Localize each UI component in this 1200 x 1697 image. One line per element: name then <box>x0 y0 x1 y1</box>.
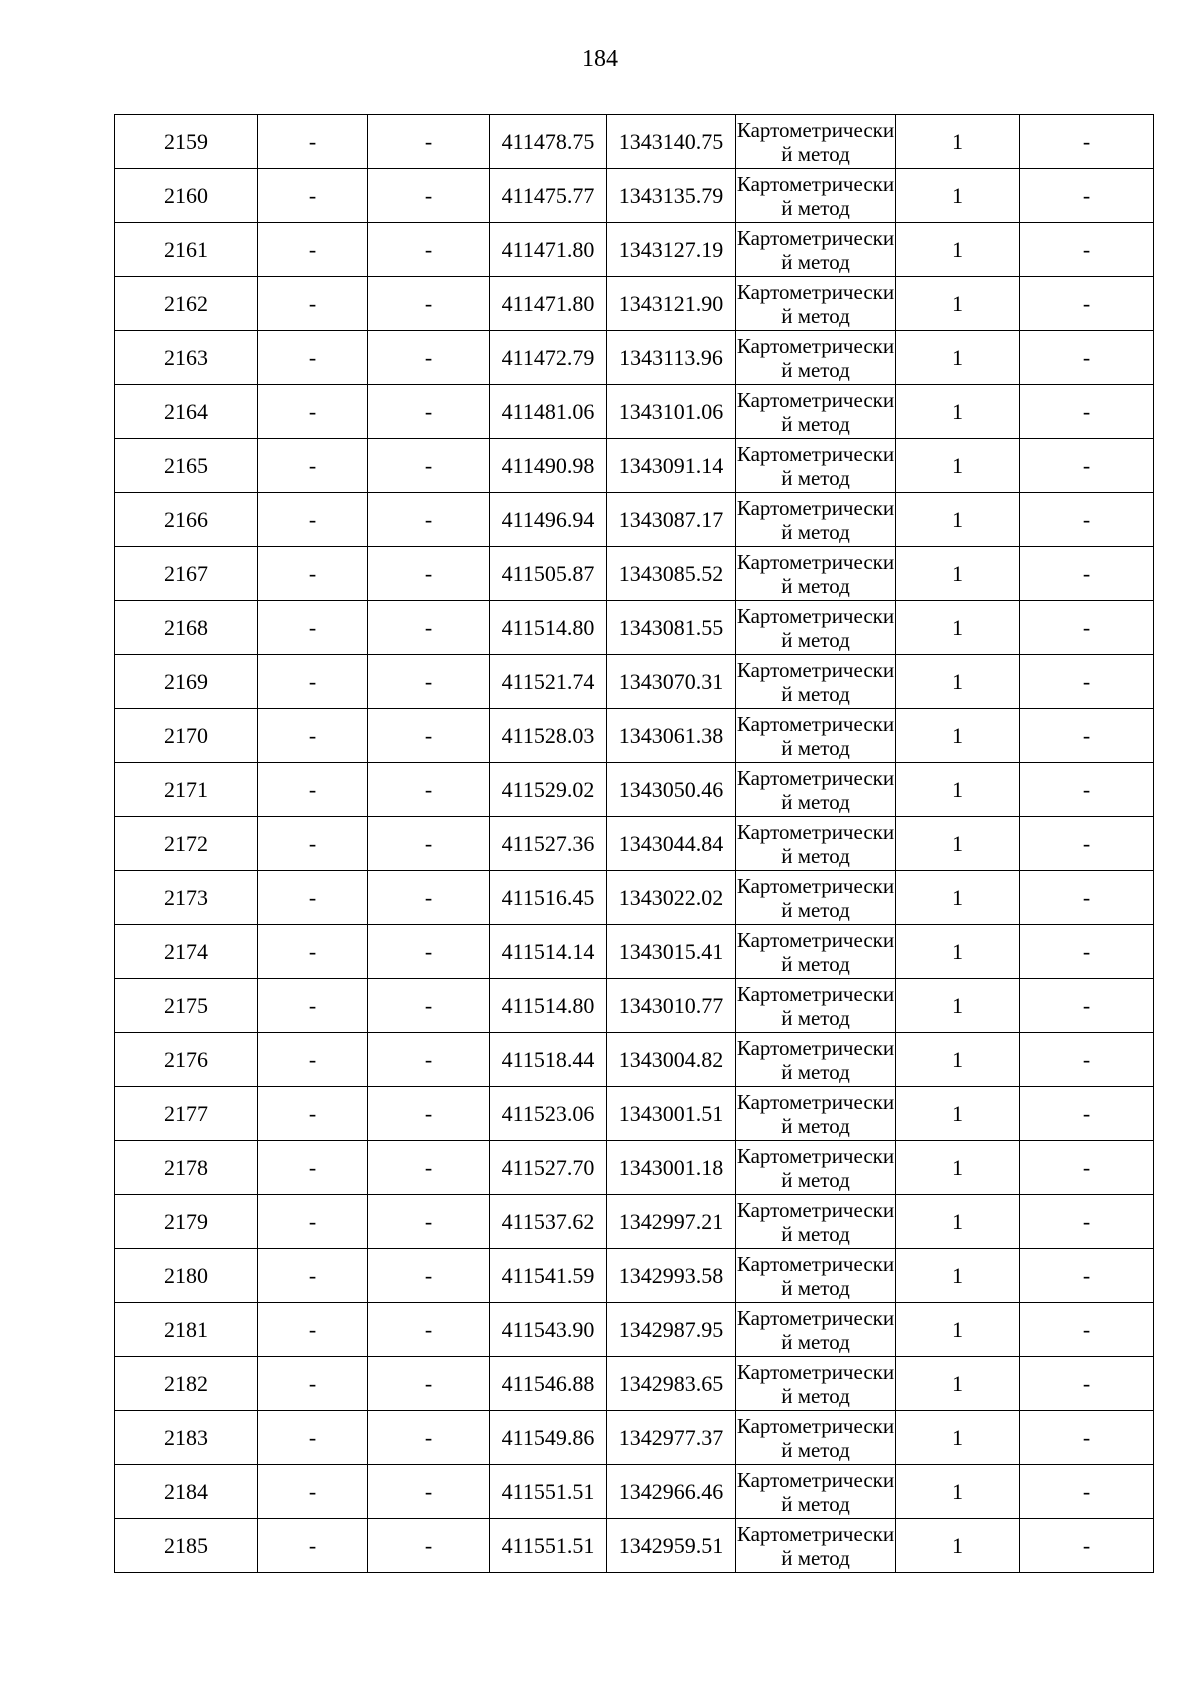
empty-cell: - <box>1020 871 1154 925</box>
point-number-cell: 2160 <box>115 169 258 223</box>
accuracy-cell: 1 <box>896 223 1020 277</box>
point-number-cell: 2159 <box>115 115 258 169</box>
x-coordinate-cell: 411516.45 <box>490 871 607 925</box>
method-cell: Картометрический метод <box>736 1303 896 1357</box>
x-coordinate-cell: 411549.86 <box>490 1411 607 1465</box>
empty-cell: - <box>368 1141 490 1195</box>
empty-cell: - <box>1020 1087 1154 1141</box>
empty-cell: - <box>368 1249 490 1303</box>
method-cell: Картометрический метод <box>736 763 896 817</box>
point-number-cell: 2183 <box>115 1411 258 1465</box>
point-number-cell: 2161 <box>115 223 258 277</box>
y-coordinate-cell: 1343091.14 <box>607 439 736 493</box>
table-body <box>115 115 1154 1573</box>
point-number-cell: 2176 <box>115 1033 258 1087</box>
empty-cell: - <box>1020 439 1154 493</box>
empty-cell: - <box>368 709 490 763</box>
accuracy-cell: 1 <box>896 1411 1020 1465</box>
method-cell: Картометрический метод <box>736 115 896 169</box>
empty-cell: - <box>258 223 368 277</box>
empty-cell: - <box>368 385 490 439</box>
y-coordinate-cell: 1343140.75 <box>607 115 736 169</box>
y-coordinate-cell: 1342983.65 <box>607 1357 736 1411</box>
empty-cell: - <box>258 493 368 547</box>
empty-cell: - <box>258 925 368 979</box>
table-row <box>115 331 1154 385</box>
empty-cell: - <box>368 115 490 169</box>
method-cell: Картометрический метод <box>736 979 896 1033</box>
table-row <box>115 1357 1154 1411</box>
empty-cell: - <box>368 1195 490 1249</box>
x-coordinate-cell: 411529.02 <box>490 763 607 817</box>
table-row <box>115 547 1154 601</box>
method-cell: Картометрический метод <box>736 871 896 925</box>
table-row <box>115 1141 1154 1195</box>
accuracy-cell: 1 <box>896 817 1020 871</box>
method-cell: Картометрический метод <box>736 601 896 655</box>
x-coordinate-cell: 411471.80 <box>490 223 607 277</box>
empty-cell: - <box>258 1141 368 1195</box>
table-row <box>115 817 1154 871</box>
x-coordinate-cell: 411475.77 <box>490 169 607 223</box>
empty-cell: - <box>258 385 368 439</box>
empty-cell: - <box>1020 1357 1154 1411</box>
x-coordinate-cell: 411527.70 <box>490 1141 607 1195</box>
empty-cell: - <box>1020 979 1154 1033</box>
table-row <box>115 1195 1154 1249</box>
empty-cell: - <box>258 115 368 169</box>
method-cell: Картометрический метод <box>736 439 896 493</box>
empty-cell: - <box>258 439 368 493</box>
empty-cell: - <box>1020 1033 1154 1087</box>
method-cell: Картометрический метод <box>736 1519 896 1573</box>
x-coordinate-cell: 411541.59 <box>490 1249 607 1303</box>
empty-cell: - <box>368 1465 490 1519</box>
y-coordinate-cell: 1342977.37 <box>607 1411 736 1465</box>
x-coordinate-cell: 411528.03 <box>490 709 607 763</box>
table-row <box>115 709 1154 763</box>
table-row <box>115 1303 1154 1357</box>
empty-cell: - <box>258 979 368 1033</box>
empty-cell: - <box>258 547 368 601</box>
empty-cell: - <box>1020 169 1154 223</box>
x-coordinate-cell: 411471.80 <box>490 277 607 331</box>
point-number-cell: 2182 <box>115 1357 258 1411</box>
y-coordinate-cell: 1342987.95 <box>607 1303 736 1357</box>
accuracy-cell: 1 <box>896 871 1020 925</box>
accuracy-cell: 1 <box>896 709 1020 763</box>
empty-cell: - <box>258 655 368 709</box>
table-row <box>115 1033 1154 1087</box>
empty-cell: - <box>368 169 490 223</box>
empty-cell: - <box>368 439 490 493</box>
table-row <box>115 385 1154 439</box>
point-number-cell: 2169 <box>115 655 258 709</box>
accuracy-cell: 1 <box>896 1357 1020 1411</box>
accuracy-cell: 1 <box>896 601 1020 655</box>
y-coordinate-cell: 1343081.55 <box>607 601 736 655</box>
point-number-cell: 2164 <box>115 385 258 439</box>
empty-cell: - <box>258 1303 368 1357</box>
empty-cell: - <box>368 331 490 385</box>
empty-cell: - <box>258 169 368 223</box>
x-coordinate-cell: 411472.79 <box>490 331 607 385</box>
point-number-cell: 2171 <box>115 763 258 817</box>
empty-cell: - <box>368 925 490 979</box>
y-coordinate-cell: 1343101.06 <box>607 385 736 439</box>
point-number-cell: 2165 <box>115 439 258 493</box>
empty-cell: - <box>258 331 368 385</box>
method-cell: Картометрический метод <box>736 331 896 385</box>
empty-cell: - <box>1020 601 1154 655</box>
x-coordinate-cell: 411551.51 <box>490 1465 607 1519</box>
point-number-cell: 2174 <box>115 925 258 979</box>
accuracy-cell: 1 <box>896 925 1020 979</box>
empty-cell: - <box>258 1195 368 1249</box>
accuracy-cell: 1 <box>896 1465 1020 1519</box>
point-number-cell: 2167 <box>115 547 258 601</box>
y-coordinate-cell: 1343015.41 <box>607 925 736 979</box>
point-number-cell: 2181 <box>115 1303 258 1357</box>
table-row <box>115 277 1154 331</box>
table-row <box>115 655 1154 709</box>
x-coordinate-cell: 411514.80 <box>490 601 607 655</box>
empty-cell: - <box>1020 655 1154 709</box>
empty-cell: - <box>258 763 368 817</box>
empty-cell: - <box>368 1411 490 1465</box>
method-cell: Картометрический метод <box>736 493 896 547</box>
empty-cell: - <box>258 1357 368 1411</box>
method-cell: Картометрический метод <box>736 925 896 979</box>
method-cell: Картометрический метод <box>736 547 896 601</box>
table-row <box>115 1411 1154 1465</box>
point-number-cell: 2168 <box>115 601 258 655</box>
empty-cell: - <box>368 493 490 547</box>
table-row <box>115 439 1154 493</box>
empty-cell: - <box>258 1249 368 1303</box>
accuracy-cell: 1 <box>896 493 1020 547</box>
table-row <box>115 1087 1154 1141</box>
y-coordinate-cell: 1343085.52 <box>607 547 736 601</box>
y-coordinate-cell: 1343001.18 <box>607 1141 736 1195</box>
empty-cell: - <box>1020 115 1154 169</box>
empty-cell: - <box>258 1519 368 1573</box>
coordinates-table <box>114 114 1154 1573</box>
empty-cell: - <box>1020 331 1154 385</box>
empty-cell: - <box>368 277 490 331</box>
method-cell: Картометрический метод <box>736 1249 896 1303</box>
empty-cell: - <box>368 1303 490 1357</box>
accuracy-cell: 1 <box>896 979 1020 1033</box>
empty-cell: - <box>258 1033 368 1087</box>
y-coordinate-cell: 1343022.02 <box>607 871 736 925</box>
y-coordinate-cell: 1343061.38 <box>607 709 736 763</box>
empty-cell: - <box>368 547 490 601</box>
empty-cell: - <box>1020 385 1154 439</box>
x-coordinate-cell: 411518.44 <box>490 1033 607 1087</box>
method-cell: Картометрический метод <box>736 223 896 277</box>
empty-cell: - <box>368 1087 490 1141</box>
y-coordinate-cell: 1343087.17 <box>607 493 736 547</box>
accuracy-cell: 1 <box>896 115 1020 169</box>
empty-cell: - <box>1020 1249 1154 1303</box>
empty-cell: - <box>1020 763 1154 817</box>
accuracy-cell: 1 <box>896 1141 1020 1195</box>
method-cell: Картометрический метод <box>736 1141 896 1195</box>
accuracy-cell: 1 <box>896 1249 1020 1303</box>
method-cell: Картометрический метод <box>736 1195 896 1249</box>
y-coordinate-cell: 1343004.82 <box>607 1033 736 1087</box>
x-coordinate-cell: 411505.87 <box>490 547 607 601</box>
method-cell: Картометрический метод <box>736 1033 896 1087</box>
table-row <box>115 115 1154 169</box>
accuracy-cell: 1 <box>896 1033 1020 1087</box>
table-row <box>115 1519 1154 1573</box>
method-cell: Картометрический метод <box>736 385 896 439</box>
y-coordinate-cell: 1343135.79 <box>607 169 736 223</box>
x-coordinate-cell: 411527.36 <box>490 817 607 871</box>
y-coordinate-cell: 1343001.51 <box>607 1087 736 1141</box>
empty-cell: - <box>368 1033 490 1087</box>
accuracy-cell: 1 <box>896 277 1020 331</box>
empty-cell: - <box>368 1357 490 1411</box>
empty-cell: - <box>368 601 490 655</box>
table-row <box>115 979 1154 1033</box>
empty-cell: - <box>258 817 368 871</box>
method-cell: Картометрический метод <box>736 655 896 709</box>
empty-cell: - <box>1020 1519 1154 1573</box>
empty-cell: - <box>1020 1195 1154 1249</box>
y-coordinate-cell: 1342959.51 <box>607 1519 736 1573</box>
point-number-cell: 2180 <box>115 1249 258 1303</box>
empty-cell: - <box>1020 1465 1154 1519</box>
empty-cell: - <box>258 1465 368 1519</box>
table-row <box>115 223 1154 277</box>
x-coordinate-cell: 411546.88 <box>490 1357 607 1411</box>
table-row <box>115 493 1154 547</box>
empty-cell: - <box>368 655 490 709</box>
empty-cell: - <box>1020 277 1154 331</box>
x-coordinate-cell: 411521.74 <box>490 655 607 709</box>
empty-cell: - <box>1020 925 1154 979</box>
x-coordinate-cell: 411478.75 <box>490 115 607 169</box>
empty-cell: - <box>368 979 490 1033</box>
point-number-cell: 2178 <box>115 1141 258 1195</box>
accuracy-cell: 1 <box>896 1303 1020 1357</box>
method-cell: Картометрический метод <box>736 1465 896 1519</box>
point-number-cell: 2179 <box>115 1195 258 1249</box>
y-coordinate-cell: 1342966.46 <box>607 1465 736 1519</box>
method-cell: Картометрический метод <box>736 277 896 331</box>
y-coordinate-cell: 1343070.31 <box>607 655 736 709</box>
table-row <box>115 871 1154 925</box>
accuracy-cell: 1 <box>896 655 1020 709</box>
accuracy-cell: 1 <box>896 763 1020 817</box>
empty-cell: - <box>258 1411 368 1465</box>
point-number-cell: 2163 <box>115 331 258 385</box>
point-number-cell: 2173 <box>115 871 258 925</box>
empty-cell: - <box>1020 547 1154 601</box>
x-coordinate-cell: 411514.14 <box>490 925 607 979</box>
x-coordinate-cell: 411496.94 <box>490 493 607 547</box>
y-coordinate-cell: 1343044.84 <box>607 817 736 871</box>
empty-cell: - <box>1020 1411 1154 1465</box>
table-row <box>115 1249 1154 1303</box>
y-coordinate-cell: 1343127.19 <box>607 223 736 277</box>
point-number-cell: 2162 <box>115 277 258 331</box>
empty-cell: - <box>1020 223 1154 277</box>
empty-cell: - <box>258 277 368 331</box>
x-coordinate-cell: 411543.90 <box>490 1303 607 1357</box>
table-row <box>115 169 1154 223</box>
table-row <box>115 601 1154 655</box>
point-number-cell: 2175 <box>115 979 258 1033</box>
x-coordinate-cell: 411481.06 <box>490 385 607 439</box>
empty-cell: - <box>1020 817 1154 871</box>
table-row <box>115 925 1154 979</box>
point-number-cell: 2166 <box>115 493 258 547</box>
method-cell: Картометрический метод <box>736 709 896 763</box>
empty-cell: - <box>258 871 368 925</box>
accuracy-cell: 1 <box>896 385 1020 439</box>
method-cell: Картометрический метод <box>736 817 896 871</box>
accuracy-cell: 1 <box>896 1087 1020 1141</box>
y-coordinate-cell: 1342993.58 <box>607 1249 736 1303</box>
page-number: 184 <box>582 46 618 72</box>
point-number-cell: 2170 <box>115 709 258 763</box>
method-cell: Картометрический метод <box>736 169 896 223</box>
empty-cell: - <box>368 1519 490 1573</box>
accuracy-cell: 1 <box>896 331 1020 385</box>
empty-cell: - <box>258 601 368 655</box>
y-coordinate-cell: 1343010.77 <box>607 979 736 1033</box>
y-coordinate-cell: 1343050.46 <box>607 763 736 817</box>
empty-cell: - <box>258 1087 368 1141</box>
x-coordinate-cell: 411537.62 <box>490 1195 607 1249</box>
x-coordinate-cell: 411551.51 <box>490 1519 607 1573</box>
table-row <box>115 763 1154 817</box>
accuracy-cell: 1 <box>896 547 1020 601</box>
y-coordinate-cell: 1343113.96 <box>607 331 736 385</box>
accuracy-cell: 1 <box>896 1519 1020 1573</box>
empty-cell: - <box>368 763 490 817</box>
x-coordinate-cell: 411514.80 <box>490 979 607 1033</box>
empty-cell: - <box>1020 709 1154 763</box>
point-number-cell: 2185 <box>115 1519 258 1573</box>
point-number-cell: 2184 <box>115 1465 258 1519</box>
empty-cell: - <box>1020 1303 1154 1357</box>
y-coordinate-cell: 1342997.21 <box>607 1195 736 1249</box>
point-number-cell: 2177 <box>115 1087 258 1141</box>
table-row <box>115 1465 1154 1519</box>
empty-cell: - <box>1020 1141 1154 1195</box>
accuracy-cell: 1 <box>896 169 1020 223</box>
empty-cell: - <box>258 709 368 763</box>
empty-cell: - <box>368 817 490 871</box>
accuracy-cell: 1 <box>896 439 1020 493</box>
y-coordinate-cell: 1343121.90 <box>607 277 736 331</box>
empty-cell: - <box>368 223 490 277</box>
x-coordinate-cell: 411490.98 <box>490 439 607 493</box>
method-cell: Картометрический метод <box>736 1087 896 1141</box>
method-cell: Картометрический метод <box>736 1411 896 1465</box>
empty-cell: - <box>1020 493 1154 547</box>
method-cell: Картометрический метод <box>736 1357 896 1411</box>
empty-cell: - <box>368 871 490 925</box>
point-number-cell: 2172 <box>115 817 258 871</box>
x-coordinate-cell: 411523.06 <box>490 1087 607 1141</box>
accuracy-cell: 1 <box>896 1195 1020 1249</box>
